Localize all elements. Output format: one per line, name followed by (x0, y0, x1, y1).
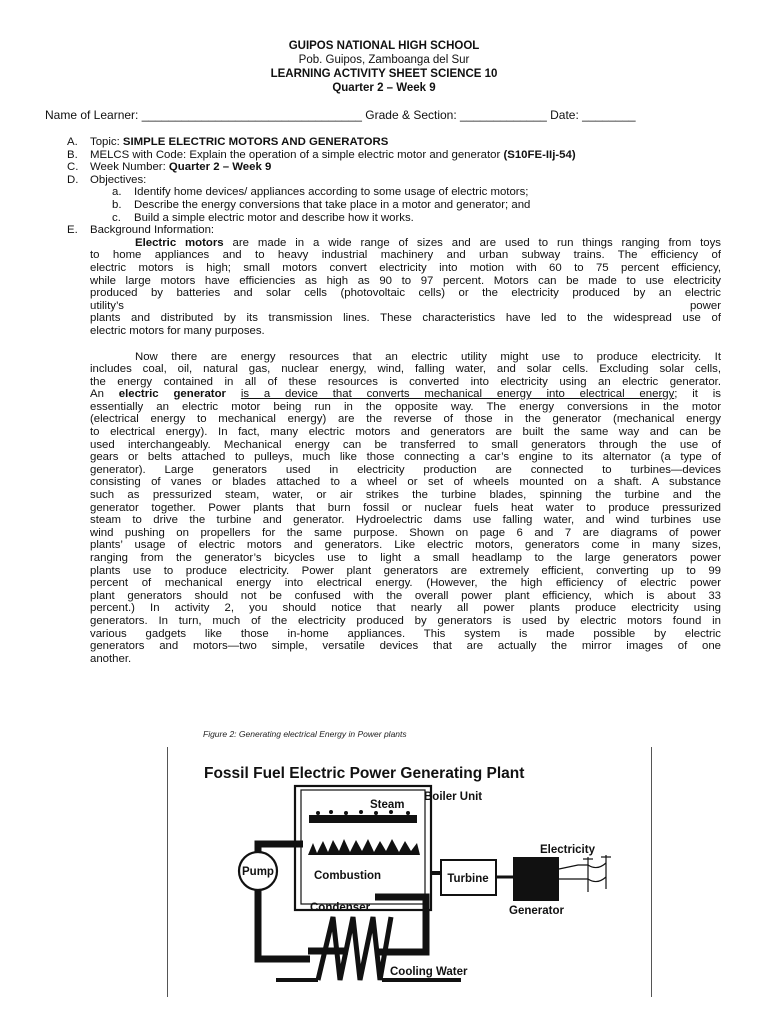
item-label: A. (67, 136, 78, 148)
quarter-week: Quarter 2 – Week 9 (332, 82, 436, 94)
objective-label: b. (112, 198, 122, 211)
melcs-code: (S10FE-IIj-54) (503, 148, 576, 161)
paragraph-line: generator together. Power plants that burn fossil or nuclear fuels heat water to produce pressurized (90, 501, 721, 514)
diagram-title: Fossil Fuel Electric Power Generating Plant (204, 765, 525, 782)
paragraph-line: plants use to produce electricity. Power plant generators are extremely efficient, converting up to 99 (90, 564, 721, 577)
steam-band (309, 810, 417, 823)
paragraph-line: various gadgets like those in-home appliances. This system is made possible by electric (90, 627, 721, 640)
paragraph-line: to electrical energy). In fact, many electric motors and generators are built the same way and can be (90, 426, 721, 439)
power-plant-svg (168, 747, 651, 997)
paragraph-line: gears or belts attached to pulleys, much like those connecting a car’s engine to its alternator (a type of (90, 451, 721, 464)
paragraph-line: consisting of vanes or blades attached to a wheel or set of wheels mounted on a shaft. A substance (90, 476, 721, 489)
paragraph-line: used interchangeably. Mechanical energy can be transferred to small generators through the use of (90, 438, 721, 451)
paragraph-line: plants and distributed by its transmission lines. These characteristics have led to the widespread use of (90, 312, 721, 325)
sheet-body (67, 136, 721, 665)
term-electric-motors: Electric motors (135, 236, 224, 249)
topic-title: SIMPLE ELECTRIC MOTORS AND GENERATORS (122, 136, 389, 148)
paragraph-line: generators and motors—two simple, versatile devices that are actually the mirror images of one (90, 640, 721, 653)
paragraph-line: wind pushing on propellers for the same purpose. Shown on page 6 and 7 are diagrams of power (90, 526, 721, 539)
electricity-label: Electricity (540, 844, 595, 856)
grade-section-blank[interactable]: _____________ (460, 108, 547, 122)
generator-label: Generator (509, 905, 564, 917)
objective-text: Identify home devices/ appliances according to some usage of electric motors; (134, 186, 529, 199)
boiler-unit (295, 786, 431, 910)
school-name: GUIPOS NATIONAL HIGH SCHOOL (288, 40, 480, 52)
topic-prefix: Topic: (90, 136, 123, 148)
steam-label: Steam (370, 799, 405, 811)
paragraph-line: utility’s power (90, 299, 721, 312)
paragraph-line: generator). Large generators used in electricity production are connected to turbines—devices (90, 463, 721, 476)
sheet-title: LEARNING ACTIVITY SHEET SCIENCE 10 (270, 68, 498, 80)
objectives-heading: Objectives: (90, 173, 147, 186)
paragraph-line: ranging from the generator’s bicycles use to light a small headlamp to the large generators power (90, 552, 721, 564)
item-label: D. (67, 173, 79, 186)
paragraph-line: An electric generator is a device that converts mechanical energy into electrical energy; it is (90, 388, 721, 401)
term-electric-generator: electric generator (118, 388, 226, 401)
item-objectives (67, 174, 721, 187)
week-value: Quarter 2 – Week 9 (168, 161, 272, 174)
combustion-flames (308, 839, 420, 855)
boiler-unit-label: Boiler Unit (424, 791, 483, 803)
objective-text: Build a simple electric motor and describe how it works. (134, 211, 414, 224)
item-melcs (67, 149, 721, 162)
paragraph-line: (electrical energy to mechanical energy) are the reverse of those in the generator (mechanical energy (90, 413, 721, 426)
item-topic (67, 136, 721, 149)
cooling-water-label: Cooling Water (390, 966, 468, 978)
objective-item (112, 186, 721, 199)
paragraph-line: generators. In turn, much of the electricity produced by generators is used by electric motors found in (90, 614, 721, 627)
date-label: Date: (546, 108, 583, 122)
paragraph-line: the energy contained in all of these resources is converted into electricity using an electric generator. (90, 375, 721, 388)
name-label: Name of Learner: (45, 108, 142, 122)
objective-item (112, 199, 721, 212)
paragraph-line: essentially an electric motor being run in the opposite way. The energy conversions in the motor (90, 400, 721, 413)
paragraph-line: another. (90, 652, 132, 665)
generator-definition: is a device that converts mechanical energy into electrical energy (240, 388, 675, 401)
paragraph-line: electric motors for many purposes. (90, 324, 265, 337)
paragraph-line: Electric motors are made in a wide range of sizes and are used to run things ranging from toys (135, 236, 721, 249)
item-label: C. (67, 161, 79, 174)
learner-info-line (45, 108, 735, 122)
week-prefix: Week Number: (90, 161, 169, 174)
paragraph-line: includes coal, oil, natural gas, nuclear energy, wind, falling water, and solar cells. Excluding solar cells, (90, 363, 721, 376)
paragraph-line: produced by batteries and solar cells (photovoltaic cells) or the electricity produced by an electric (90, 287, 721, 300)
combustion-label: Combustion (314, 870, 382, 882)
objective-label: a. (112, 186, 122, 199)
pump-label: Pump (242, 866, 274, 878)
grade-section-label: Grade & Section: (361, 108, 461, 122)
item-week-number (67, 161, 721, 174)
document-header (0, 39, 768, 95)
objective-item (112, 212, 721, 225)
condenser-label: Condenser (310, 902, 371, 914)
paragraph-line: such as pressurized steam, water, or air strikes the turbine blades, spinning the turbine and the (90, 489, 721, 502)
figure-caption: Figure 2: Generating electrical Energy in Power plants (203, 729, 407, 739)
paragraph-electric-motors (90, 237, 721, 338)
background-heading: Background Information: (90, 224, 215, 237)
school-address: Pob. Guipos, Zamboanga del Sur (298, 54, 470, 66)
melcs-text: MELCS with Code: Explain the operation of a simple electric motor and generator (90, 148, 504, 161)
paragraph-line: while large motors have efficiencies as high as 90 to 97 percent. Motors can be made to use electricity (90, 274, 721, 287)
paragraph-line: Now there are energy resources that an electric utility might use to produce electricity. It (135, 350, 721, 363)
paragraph-line: steam to drive the turbine and generator. Hydroelectric dams use falling water, and wind turbines use (90, 514, 721, 527)
paragraph-line: electric motors is high; small motors convert electricity into motion with 60 to 75 percent efficiency, (90, 261, 721, 274)
paragraph-line: percent.) In activity 2, you should notice that nearly all power plants produce electricity using (90, 602, 721, 615)
objective-text: Describe the energy conversions that take place in a motor and generator; and (134, 198, 531, 211)
item-label: E. (67, 224, 78, 237)
date-blank[interactable]: ________ (582, 108, 636, 122)
name-blank[interactable]: _________________________________ (141, 108, 362, 122)
paragraph-line: percent of mechanical energy into electrical energy. (However, the high efficiency of electric power (90, 577, 721, 590)
paragraph-generators (90, 351, 721, 666)
paragraph-line: plant generators should not be confused with the overall power plant efficiency, which is about 33 (90, 589, 721, 602)
objectives-list (67, 186, 721, 224)
paragraph-line: to home appliances and to heavy industrial machinery and urban subway trains. The efficiency of (90, 249, 721, 262)
power-plant-diagram (167, 747, 652, 997)
objective-label: c. (112, 211, 121, 224)
power-lines (559, 855, 611, 892)
item-label: B. (67, 148, 78, 161)
turbine-label: Turbine (447, 873, 489, 885)
paragraph-line: plants’ usage of electric motors and generators. Like electric motors, generators come in many sizes, (90, 539, 721, 552)
generator-box (513, 857, 559, 901)
item-background (67, 224, 721, 237)
